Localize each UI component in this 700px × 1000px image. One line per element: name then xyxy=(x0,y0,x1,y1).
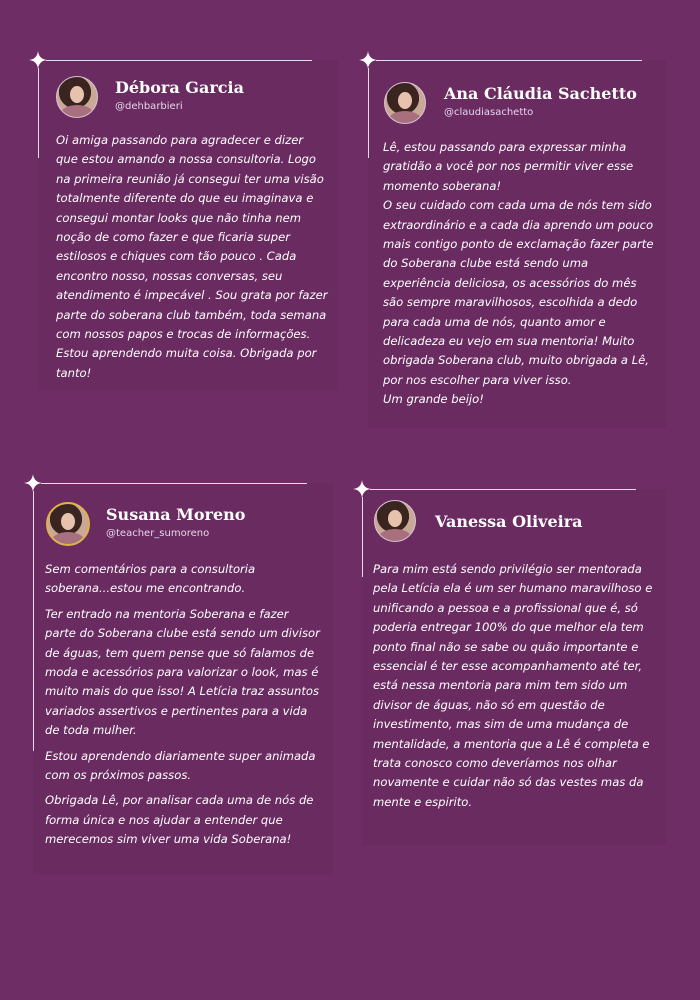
testimonial-paragraph: Sem comentários para a consultoria soberana...estou me encontrando. xyxy=(45,562,256,596)
testimonial-paragraph: Um grande beijo! xyxy=(383,392,484,407)
card-side-rule xyxy=(362,497,363,577)
author-name: Ana Cláudia Sachetto xyxy=(444,84,637,103)
testimonial-paragraph: Oi amiga passando para agradecer e dizer que estou amando a nossa consultoria. Logo na primeira reunião já consegui ter uma visão totalmente diferente do que eu imaginava e consegui montar looks que não tinha nem noção de como fazer e que ficaria super estilosos e chiques com tão pouco . Cada encontro nosso, nossas conversas, seu atendimento é impecável . Sou grata por fazer parte do soberana club também, toda semana com nossos papos e trocas de informações. Estou aprendendo muita coisa. Obrigada por tanto! xyxy=(56,133,328,380)
sparkle-icon xyxy=(29,51,47,69)
testimonial-text xyxy=(373,560,661,812)
author-name: Débora Garcia xyxy=(115,78,244,97)
card-top-rule xyxy=(376,60,642,61)
avatar xyxy=(374,500,416,542)
sparkle-icon xyxy=(24,474,42,492)
avatar xyxy=(384,82,426,124)
testimonial-paragraph: Obrigada Lê, por analisar cada uma de nós de forma única e nos ajudar a entender que merecemos sim viver uma vida Soberana! xyxy=(45,793,314,847)
testimonial-paragraph: Para mim está sendo privilégio ser mentorada pela Letícia ela é um ser humano maravilhoso e unificando a pessoa e a profissional que é, só poderia entregar 100% do que melhor ela tem ponto final não se sabe ou quão importante e essencial é ter esse acompanhamento até ter, está nessa mentoria para mim tem sido um divisor de águas, não só em questão de investimento, mas sim de uma mudança de mentalidade, a mentoria que a Lê é completa e trata conosco como deveríamos nos olhar novamente e cuidar não só das vestes mas da mente e espirito. xyxy=(373,562,653,809)
card-side-rule xyxy=(368,68,369,158)
testimonial-text xyxy=(56,131,328,383)
avatar xyxy=(46,502,90,546)
card-side-rule xyxy=(33,491,34,751)
avatar xyxy=(56,76,98,118)
card-top-rule xyxy=(46,60,312,61)
sparkle-icon xyxy=(353,480,371,498)
card-side-rule xyxy=(38,68,39,158)
author-name: Susana Moreno xyxy=(106,505,246,524)
testimonial-paragraph: O seu cuidado com cada uma de nós tem sido extraordinário e a cada dia aprendo um pouco mais contigo ponto de exclamação fazer parte do Soberana clube está sendo uma experiência deliciosa, os acessórios do mês são sempre maravilhosos, escolhida a dedo para cada uma de nós, quanto amor e delicadeza eu vejo em sua mentoria! Muito obrigada Soberana club, muito obrigada a Lê, por nos escolher para viver isso. xyxy=(383,198,654,387)
author-handle: @teacher_sumoreno xyxy=(106,528,210,539)
sparkle-icon xyxy=(359,51,377,69)
author-handle: @dehbarbieri xyxy=(115,101,183,112)
testimonial-text xyxy=(45,560,323,850)
testimonial-text xyxy=(383,138,658,410)
card-top-rule xyxy=(41,483,307,484)
testimonial-paragraph: Estou aprendendo diariamente super animada com os próximos passos. xyxy=(45,748,316,783)
card-top-rule xyxy=(370,489,636,490)
testimonial-paragraph: Lê, estou passando para expressar minha gratidão a você por nos permitir viver esse momento soberana! xyxy=(383,140,634,193)
testimonial-paragraph: Ter entrado na mentoria Soberana e fazer parte do Soberana clube está sendo um divisor de águas, tem quem pense que só falamos de moda e acessórios para valorizar o look, mas é muito mais do que isso! A Letícia traz assuntos variados assertivos e pertinentes para a vida de toda mulher. xyxy=(45,606,320,738)
author-name: Vanessa Oliveira xyxy=(435,512,583,531)
author-handle: @claudiasachetto xyxy=(444,107,534,118)
